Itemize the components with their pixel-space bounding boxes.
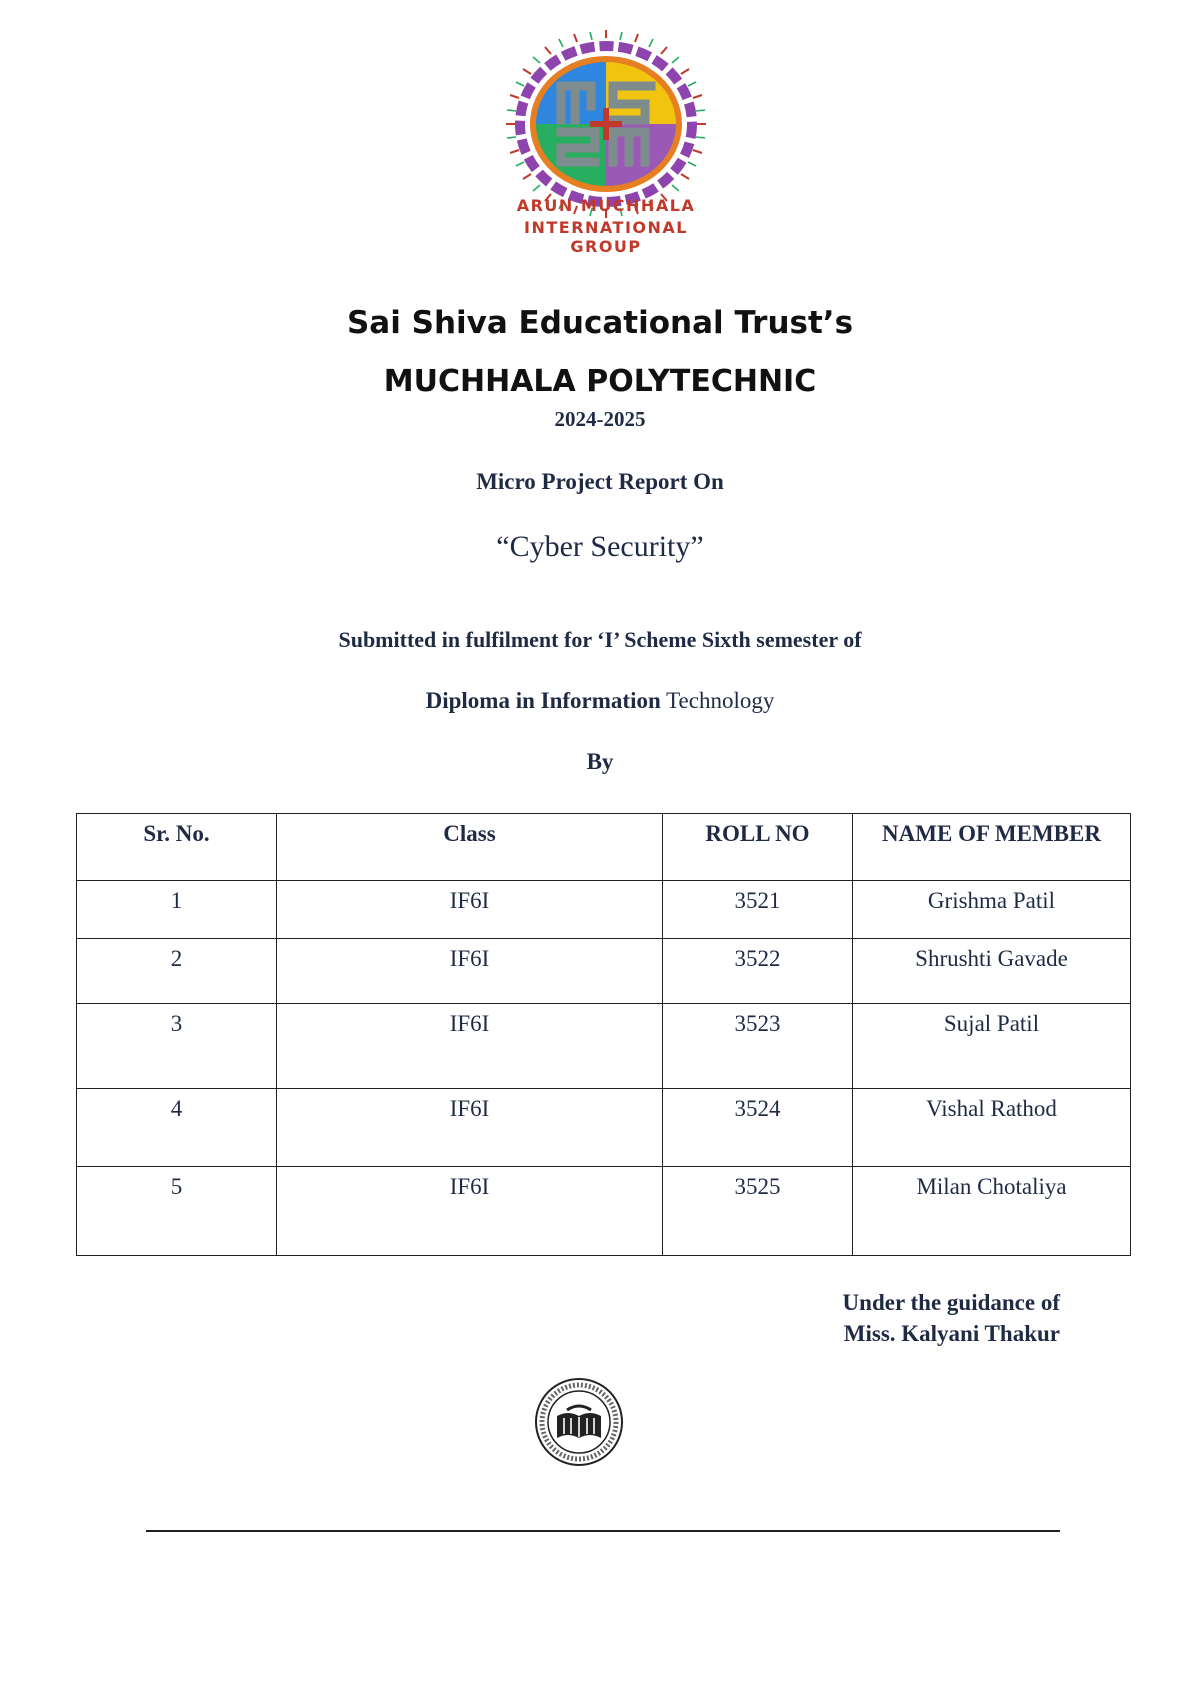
cell-sr-no: 1 <box>77 881 277 939</box>
cell-class: IF6I <box>277 939 663 1004</box>
cell-roll-no: 3521 <box>663 881 853 939</box>
report-heading: Micro Project Report On <box>476 469 724 494</box>
cell-sr-no: 2 <box>77 939 277 1004</box>
diploma-line <box>0 688 1200 714</box>
guidance-label: Under the guidance of <box>842 1290 1060 1315</box>
cell-roll-no: 3524 <box>663 1089 853 1167</box>
cell-sr-no: 4 <box>77 1089 277 1167</box>
table-row <box>77 881 1131 939</box>
cell-member-name: Shrushti Gavade <box>853 939 1131 1004</box>
header-member-name: NAME OF MEMBER <box>853 814 1131 881</box>
submission-statement: Submitted in fulfilment for ‘I’ Scheme Sixth semester of <box>338 627 862 652</box>
header-roll-no: ROLL NO <box>663 814 853 881</box>
cell-class: IF6I <box>277 1167 663 1256</box>
cell-class: IF6I <box>277 881 663 939</box>
trust-name: Sai Shiva Educational Trust’s <box>346 305 854 341</box>
academic-year: 2024-2025 <box>554 407 646 431</box>
group-logo-icon <box>495 28 717 218</box>
cell-sr-no: 5 <box>77 1167 277 1256</box>
cell-member-name: Grishma Patil <box>853 881 1131 939</box>
cell-roll-no: 3522 <box>663 939 853 1004</box>
cell-roll-no: 3525 <box>663 1167 853 1256</box>
project-topic: “Cyber Security” <box>496 530 704 563</box>
table-row <box>77 1167 1131 1256</box>
cell-member-name: Vishal Rathod <box>853 1089 1131 1167</box>
cell-class: IF6I <box>277 1089 663 1167</box>
table-row <box>77 1089 1131 1167</box>
cell-sr-no: 3 <box>77 1004 277 1089</box>
cell-roll-no: 3523 <box>663 1004 853 1089</box>
cell-class: IF6I <box>277 1004 663 1089</box>
board-seal <box>533 1376 625 1468</box>
college-name: MUCHHALA POLYTECHNIC <box>383 364 817 399</box>
group-logo <box>495 28 717 248</box>
diploma-bold-text: Diploma in Information <box>425 688 661 713</box>
table-header-row <box>77 814 1131 881</box>
by-label: By <box>586 749 614 774</box>
members-table <box>76 813 1131 1256</box>
board-seal-icon <box>533 1376 625 1468</box>
cell-member-name: Milan Chotaliya <box>853 1167 1131 1256</box>
header-sr-no: Sr. No. <box>77 814 277 881</box>
diploma-plain-text: Technology <box>666 688 775 713</box>
cell-member-name: Sujal Patil <box>853 1004 1131 1089</box>
table-row <box>77 1004 1131 1089</box>
guide-name: Miss. Kalyani Thakur <box>843 1321 1060 1346</box>
bottom-divider <box>146 1530 1060 1532</box>
logo-caption-line2: INTERNATIONAL GROUP <box>524 218 688 256</box>
table-row <box>77 939 1131 1004</box>
logo-caption-line1: ARUN MUCHHALA <box>516 196 696 215</box>
header-class: Class <box>277 814 663 881</box>
